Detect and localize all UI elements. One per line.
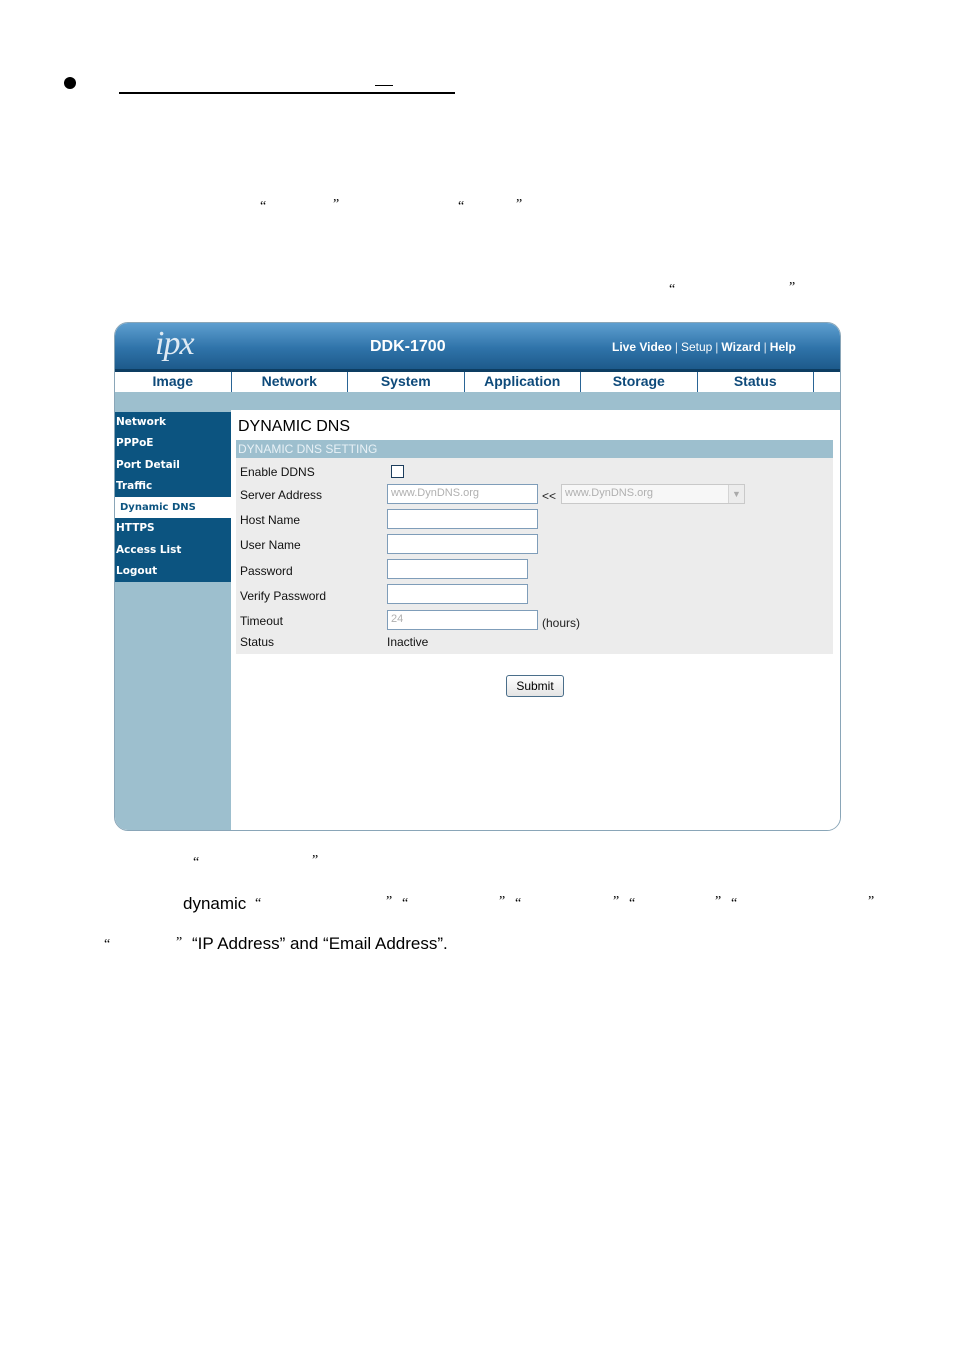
main-content bbox=[231, 410, 841, 831]
close-quote: ” bbox=[868, 894, 875, 909]
server-address-input[interactable]: www.DynDNS.org bbox=[387, 484, 538, 504]
tab-network[interactable]: Network bbox=[232, 372, 349, 392]
page-title: DYNAMIC DNS bbox=[238, 418, 351, 435]
open-quote: “ bbox=[458, 199, 465, 214]
open-quote: “ bbox=[193, 855, 200, 870]
top-links bbox=[612, 340, 796, 354]
enable-ddns-label: Enable DDNS bbox=[240, 465, 315, 479]
link-help[interactable]: Help bbox=[769, 340, 796, 354]
tab-application[interactable]: Application bbox=[465, 372, 582, 392]
user-name-input[interactable] bbox=[387, 534, 538, 554]
password-label: Password bbox=[240, 564, 293, 578]
app-header bbox=[115, 323, 841, 372]
open-quote: “ bbox=[669, 282, 676, 297]
close-quote: ” bbox=[333, 197, 340, 212]
sidebar-item-dynamic-dns[interactable]: Dynamic DNS bbox=[115, 497, 231, 518]
close-quote: ” bbox=[715, 894, 722, 909]
server-address-select[interactable] bbox=[561, 484, 745, 504]
tab-storage[interactable]: Storage bbox=[581, 372, 698, 392]
chevron-down-icon[interactable]: ▼ bbox=[728, 485, 744, 503]
status-value: Inactive bbox=[387, 635, 429, 649]
close-quote: ” bbox=[499, 894, 506, 909]
timeout-label: Timeout bbox=[240, 614, 283, 628]
open-quote: “ bbox=[255, 896, 262, 911]
verify-password-input[interactable] bbox=[387, 584, 528, 604]
sidebar-item-access-list[interactable]: Access List bbox=[116, 543, 182, 556]
ipx-logo: ipx bbox=[155, 325, 194, 362]
open-quote: “ bbox=[515, 896, 522, 911]
heading-underline bbox=[119, 92, 455, 94]
sidebar-menu bbox=[115, 412, 231, 582]
open-quote: “ bbox=[402, 896, 409, 911]
sidebar bbox=[115, 410, 231, 831]
heading-dash bbox=[375, 85, 393, 86]
link-setup[interactable]: Setup bbox=[680, 340, 713, 354]
user-name-label: User Name bbox=[240, 538, 301, 552]
open-quote: “ bbox=[104, 937, 111, 952]
link-separator: | bbox=[763, 340, 767, 354]
link-separator: | bbox=[715, 340, 719, 354]
password-input[interactable] bbox=[387, 559, 528, 579]
submit-button[interactable]: Submit bbox=[506, 675, 564, 697]
tab-empty bbox=[814, 372, 841, 392]
bullet-point bbox=[64, 77, 76, 89]
verify-password-label: Verify Password bbox=[240, 589, 327, 603]
sidebar-item-pppoe[interactable]: PPPoE bbox=[116, 437, 154, 450]
tab-system[interactable]: System bbox=[348, 372, 465, 392]
timeout-unit: (hours) bbox=[542, 616, 581, 630]
sidebar-item-logout[interactable]: Logout bbox=[116, 565, 158, 578]
close-quote: ” bbox=[516, 197, 523, 212]
server-select-value: www.DynDNS.org bbox=[565, 487, 654, 499]
main-tabs bbox=[115, 372, 841, 392]
copy-server-arrows: << bbox=[542, 489, 557, 503]
timeout-input[interactable]: 24 bbox=[387, 610, 538, 630]
subheader-strip bbox=[115, 392, 841, 410]
link-live-video[interactable]: Live Video bbox=[612, 340, 672, 354]
close-quote: ” bbox=[613, 894, 620, 909]
sidebar-item-network[interactable]: Network bbox=[116, 416, 167, 428]
open-quote: “ bbox=[629, 896, 636, 911]
close-quote: ” bbox=[312, 853, 319, 868]
link-separator: | bbox=[674, 340, 678, 354]
tab-status[interactable]: Status bbox=[698, 372, 815, 392]
enable-ddns-checkbox[interactable] bbox=[391, 465, 404, 478]
ddns-form bbox=[236, 458, 833, 654]
host-name-label: Host Name bbox=[240, 513, 301, 527]
camera-web-ui bbox=[114, 322, 841, 831]
doc-line1-prefix: dynamic bbox=[183, 894, 247, 913]
close-quote: ” bbox=[386, 894, 393, 909]
sidebar-item-port-detail[interactable]: Port Detail bbox=[116, 458, 180, 471]
close-quote: ” bbox=[176, 935, 183, 950]
sidebar-item-traffic[interactable]: Traffic bbox=[116, 479, 153, 492]
open-quote: “ bbox=[260, 199, 267, 214]
close-quote: ” bbox=[789, 280, 796, 295]
open-quote: “ bbox=[731, 896, 738, 911]
sidebar-item-https[interactable]: HTTPS bbox=[116, 522, 155, 535]
host-name-input[interactable] bbox=[387, 509, 538, 529]
section-header: DYNAMIC DNS SETTING bbox=[236, 440, 833, 458]
link-wizard[interactable]: Wizard bbox=[721, 340, 761, 354]
server-address-label: Server Address bbox=[240, 488, 323, 502]
model-name: DDK-1700 bbox=[370, 338, 446, 355]
doc-line2: “IP Address” and “Email Address”. bbox=[192, 934, 448, 953]
tab-image[interactable]: Image bbox=[115, 372, 232, 392]
status-label: Status bbox=[240, 635, 275, 649]
